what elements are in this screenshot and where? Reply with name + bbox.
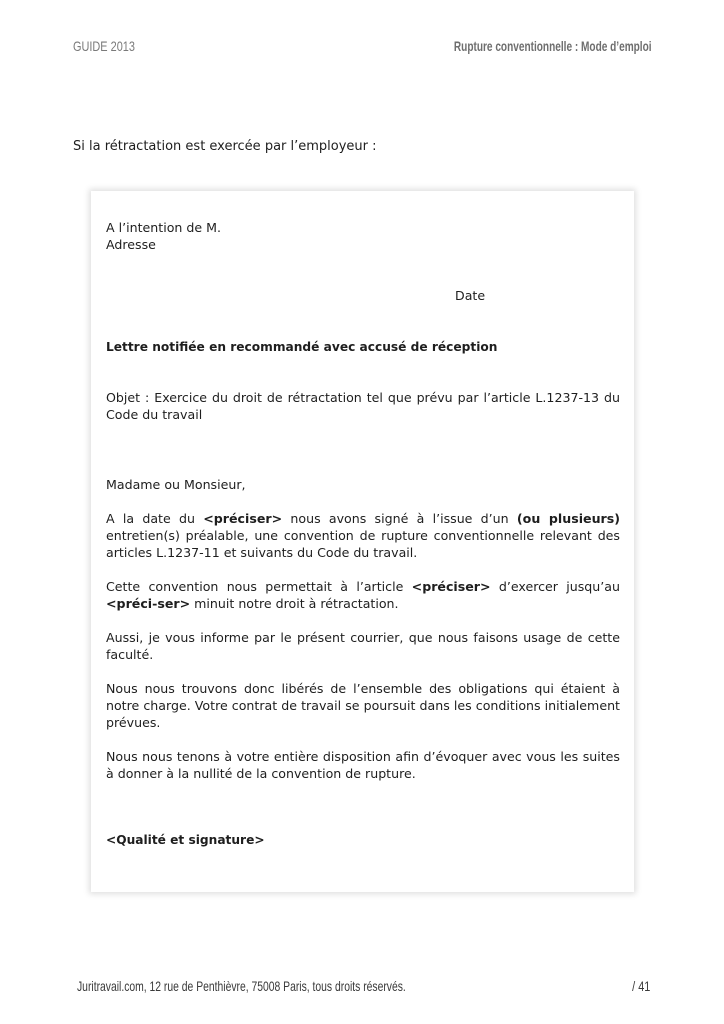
placeholder-preciser: <préci-ser> [106, 596, 191, 611]
paragraph-2 [106, 578, 620, 612]
page-footer [77, 978, 650, 998]
letter-template-box [91, 191, 634, 892]
paragraph-4: Nous nous trouvons donc libérés de l’ensemble des obligations qui étaient à notre charge. Votre contrat de travail se poursuit dans les conditions initialement prévues. [106, 681, 620, 730]
page-header [73, 38, 652, 58]
page-number: / 41 [631, 978, 650, 994]
letter-date: Date [455, 288, 486, 303]
signature-placeholder: <Qualité et signature> [106, 833, 265, 847]
guide-label: GUIDE 2013 [73, 38, 135, 54]
intro-text: Si la rétractation est exercée par l’employeur : [73, 139, 377, 154]
letter-object: Objet : Exercice du droit de rétractation tel que prévu par l’article L.1237-13 du Code du travail [106, 390, 620, 422]
placeholder-ou-plusieurs: (ou plusieurs) [516, 511, 620, 526]
para2-text-2: d’exercer jusqu’au [490, 579, 620, 594]
paragraph-1 [106, 510, 620, 561]
para1-text-2: nous avons signé à l’issue d’un [282, 511, 517, 526]
notification-line: Lettre notifiée en recommandé avec accusé de réception [106, 340, 498, 354]
footer-copyright: Juritravail.com, 12 rue de Penthièvre, 75008 Paris, tous droits réservés. [77, 978, 406, 994]
paragraph-5: Nous nous tenons à votre entière disposition afin d’évoquer avec vous les suites à donner à la nullité de la convention de rupture. [106, 749, 620, 781]
para2-text-1: Cette convention nous permettait à l’article [106, 579, 412, 594]
salutation: Madame ou Monsieur, [106, 477, 246, 492]
document-title: Rupture conventionnelle : Mode d’emploi [454, 38, 652, 54]
recipient-name: A l’intention de M. [106, 220, 222, 235]
para1-text-1: A la date du [106, 511, 204, 526]
para1-text-3: entretien(s) préalable, une convention de rupture conventionnelle relevant des articles L.1237-11 et suivants du Code du travail. [106, 528, 620, 560]
placeholder-preciser: <préciser> [411, 579, 491, 594]
para2-text-3: minuit notre droit à rétractation. [190, 596, 399, 611]
paragraph-3: Aussi, je vous informe par le présent courrier, que nous faisons usage de cette faculté. [106, 630, 620, 662]
recipient-address: Adresse [106, 237, 156, 252]
placeholder-preciser: <préciser> [203, 511, 283, 526]
